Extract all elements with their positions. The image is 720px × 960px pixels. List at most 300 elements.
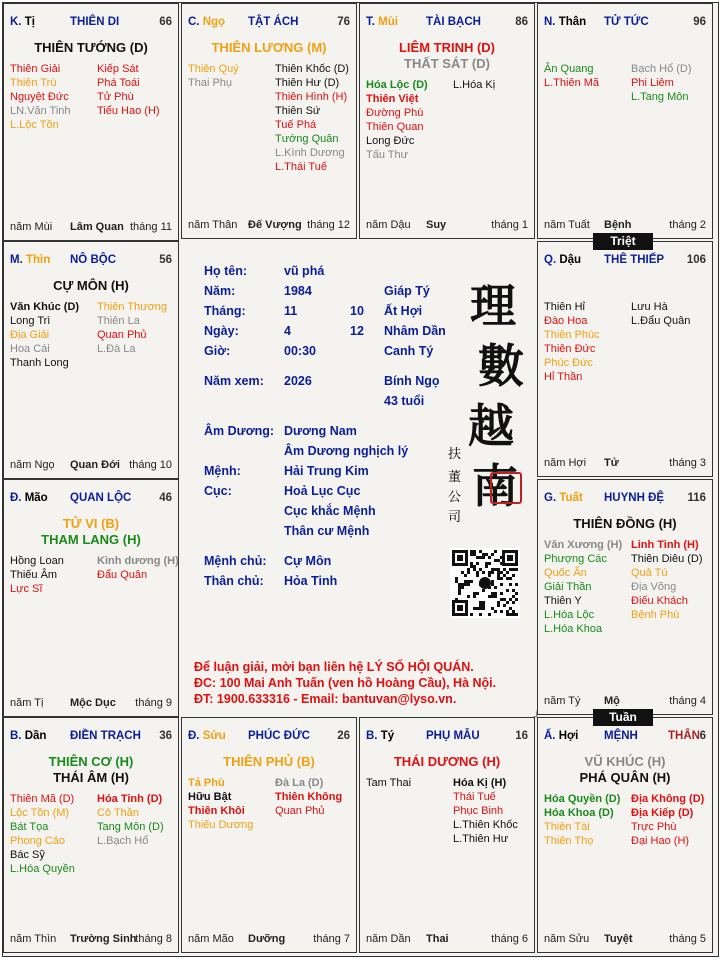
minor-star: Cô Thần bbox=[97, 807, 139, 819]
contact-phone-email[interactable]: ĐT: 1900.633316 - Email: bantuvan@lyso.vn. bbox=[194, 692, 457, 706]
palace-month: tháng 9 bbox=[135, 697, 172, 709]
palace-age-number: 56 bbox=[159, 254, 172, 266]
main-star: THÁI DƯƠNG (H) bbox=[393, 754, 501, 769]
day-value: 4 bbox=[284, 324, 291, 338]
month-lunar: 10 bbox=[350, 304, 364, 318]
palace-name: PHÚC ĐỨC bbox=[248, 730, 310, 742]
main-star: THIÊN ĐỒNG (H) bbox=[573, 516, 677, 531]
minor-star: Văn Khúc (D) bbox=[10, 301, 80, 313]
minor-star: Quan Phủ bbox=[97, 329, 147, 341]
palace-year: năm Dần bbox=[366, 933, 411, 945]
minor-star: Hóa Khoa (D) bbox=[544, 807, 614, 819]
minor-star: Tử Phù bbox=[97, 91, 134, 103]
palace-branch-code: G. bbox=[544, 492, 557, 504]
triet-badge: Triệt bbox=[593, 233, 653, 250]
minor-star: Hồng Loan bbox=[10, 555, 64, 567]
palace-life-phase: Đế Vượng bbox=[248, 219, 302, 231]
minor-star: Địa Kiếp (D) bbox=[631, 807, 694, 819]
palace-header bbox=[544, 492, 706, 506]
palace-header bbox=[544, 16, 706, 30]
palace-life-phase: Suy bbox=[426, 219, 447, 231]
main-star: THIÊN CƠ (H) bbox=[48, 754, 134, 769]
minor-star: Kiếp Sát bbox=[97, 63, 139, 75]
palace-age-number: 96 bbox=[693, 16, 706, 28]
minor-star: L.Kình Dương bbox=[275, 147, 345, 159]
than-chu-value: Hỏa Tinh bbox=[284, 574, 338, 588]
palace-name: HUYNH ĐỆ bbox=[604, 492, 665, 504]
main-stars bbox=[538, 754, 712, 786]
palace-name: TÀI BẠCH bbox=[426, 16, 481, 28]
minor-star: Kình dương (H) bbox=[97, 555, 179, 567]
palace-life-phase: Tử bbox=[604, 457, 619, 469]
palace-header bbox=[188, 730, 350, 744]
minor-star: L.Thiên Mã bbox=[544, 77, 600, 89]
palace-footer bbox=[10, 933, 172, 946]
minor-star: Điếu Khách bbox=[631, 595, 688, 607]
minor-star: Nguyệt Đức bbox=[10, 91, 69, 103]
seal-char-2: 數 bbox=[478, 339, 524, 393]
palace-year: năm Ngọ bbox=[10, 459, 55, 471]
year-label: Năm: bbox=[204, 284, 236, 298]
palace-month: tháng 1 bbox=[491, 219, 528, 231]
main-stars bbox=[360, 754, 534, 770]
palace-life-phase: Mộ bbox=[604, 695, 620, 707]
palace-month: tháng 10 bbox=[129, 459, 172, 471]
minor-star: Quốc Ấn bbox=[544, 567, 587, 579]
palace-mao[interactable] bbox=[3, 479, 179, 717]
palace-ty[interactable] bbox=[3, 3, 179, 241]
palace-mui[interactable] bbox=[359, 3, 535, 239]
minor-stars-right bbox=[453, 776, 518, 846]
palace-branch-code: B. bbox=[10, 730, 22, 742]
minor-star: Thiên Trù bbox=[10, 77, 57, 89]
minor-star: Ân Quang bbox=[544, 63, 594, 75]
palace-suu[interactable] bbox=[181, 717, 357, 953]
main-stars bbox=[182, 40, 356, 56]
minor-stars-left bbox=[10, 62, 71, 132]
palace-age-number: 6 bbox=[699, 730, 706, 742]
palace-year: năm Thìn bbox=[10, 933, 57, 945]
minor-stars-right bbox=[631, 538, 703, 622]
than-position: Thân cư Mệnh bbox=[284, 524, 370, 538]
palace-earthly-branch: Thìn bbox=[25, 254, 51, 266]
minor-star: Hỉ Thần bbox=[544, 371, 583, 383]
minor-star: Hoa Cái bbox=[10, 343, 50, 355]
minor-star: Trực Phù bbox=[631, 821, 677, 833]
minor-star: Thiên Quý bbox=[188, 63, 239, 75]
palace-earthly-branch: Dậu bbox=[559, 254, 582, 266]
tuan-badge: Tuần bbox=[593, 709, 653, 726]
palace-life-phase: Mộc Dục bbox=[70, 697, 116, 709]
minor-star: Thanh Long bbox=[10, 357, 69, 369]
minor-star: Thiên Thương bbox=[97, 301, 168, 313]
palace-branch-code: T. bbox=[366, 16, 375, 28]
palace-earthly-branch: Ngọ bbox=[202, 16, 226, 28]
main-star: THẤT SÁT (D) bbox=[404, 56, 490, 71]
name-value: vũ phá bbox=[284, 264, 325, 278]
minor-stars-left bbox=[10, 792, 75, 876]
palace-footer bbox=[544, 695, 706, 708]
palace-age-number: 86 bbox=[515, 16, 528, 28]
minor-star: Hóa Tinh (D) bbox=[97, 793, 163, 805]
palace-life-phase: Tuyệt bbox=[604, 933, 633, 945]
amduong-value: Dương Nam bbox=[284, 424, 357, 438]
palace-age-number: 16 bbox=[515, 730, 528, 742]
minor-star: Phượng Các bbox=[544, 553, 607, 565]
minor-stars-right bbox=[97, 554, 179, 582]
minor-star: Thiên Việt bbox=[366, 93, 419, 105]
minor-stars-right bbox=[97, 62, 160, 118]
palace-footer bbox=[366, 219, 528, 232]
cuc-relation: Cục khắc Mệnh bbox=[284, 504, 376, 518]
palace-earthly-branch: Tý bbox=[380, 730, 395, 742]
minor-star: Thiên Mã (D) bbox=[10, 793, 75, 805]
view-year-can-chi: Bính Ngọ bbox=[384, 374, 440, 388]
seal-small-3: 公 bbox=[448, 490, 462, 505]
minor-star: Tuế Phá bbox=[275, 119, 317, 131]
palace-footer bbox=[544, 457, 706, 470]
minor-star: Địa Võng bbox=[631, 581, 677, 593]
minor-star: Thiên Y bbox=[544, 595, 582, 607]
minor-star: Tiểu Hao (H) bbox=[97, 105, 160, 117]
palace-age-number: 106 bbox=[686, 254, 706, 266]
minor-star: L.Hóa Kị bbox=[453, 79, 496, 91]
minor-star: Quan Phủ bbox=[275, 805, 325, 817]
minor-star: Đường Phù bbox=[366, 107, 424, 119]
minor-stars-left bbox=[188, 62, 239, 90]
minor-star: Thiên Diêu (D) bbox=[631, 553, 703, 565]
palace-footer bbox=[10, 221, 172, 234]
seal-small-1: 扶 bbox=[448, 447, 462, 462]
minor-star: Tang Môn (D) bbox=[97, 821, 164, 833]
palace-name: THÊ THIẾP bbox=[604, 254, 665, 266]
minor-stars-left bbox=[366, 78, 428, 162]
minor-star: Thiên Đức bbox=[544, 343, 596, 355]
palace-earthly-branch: Tuất bbox=[559, 492, 583, 504]
month-label: Tháng: bbox=[204, 304, 246, 318]
palace-year: năm Thân bbox=[188, 219, 238, 231]
minor-star: Long Trì bbox=[10, 315, 51, 327]
minor-star: L.Bạch Hổ bbox=[97, 835, 149, 847]
minor-star: Lực Sĩ bbox=[10, 583, 43, 595]
cuc-value: Hoả Lục Cục bbox=[284, 484, 361, 498]
main-star: VŨ KHÚC (H) bbox=[584, 754, 666, 769]
palace-earthly-branch: Tị bbox=[24, 16, 35, 28]
day-lunar: 12 bbox=[350, 324, 364, 338]
age-value: 43 tuổi bbox=[384, 394, 425, 408]
palace-earthly-branch: Thân bbox=[558, 16, 587, 28]
palace-branch-code: Đ. bbox=[188, 730, 200, 742]
palace-life-phase: Thai bbox=[426, 933, 449, 945]
minor-star: Đẩu Quân bbox=[97, 569, 148, 581]
minor-star: Thai Phụ bbox=[188, 77, 233, 89]
main-stars bbox=[182, 754, 356, 770]
palace-life-phase: Trường Sinh bbox=[70, 933, 137, 945]
palace-thin[interactable] bbox=[3, 241, 179, 479]
palace-age-number: 26 bbox=[337, 730, 350, 742]
palace-branch-code: Đ. bbox=[10, 492, 22, 504]
minor-star: Thiên Khốc (D) bbox=[275, 63, 349, 75]
minor-star: Đà La (D) bbox=[275, 777, 324, 789]
amduong-note: Âm Dương nghịch lý bbox=[284, 444, 409, 458]
minor-star: Giải Thần bbox=[544, 581, 592, 593]
minor-stars-left bbox=[544, 792, 620, 848]
year-value: 1984 bbox=[284, 284, 312, 298]
palace-month: tháng 8 bbox=[135, 933, 172, 945]
minor-star: Phá Toái bbox=[97, 77, 140, 89]
minor-star: Lộc Tồn (M) bbox=[10, 807, 70, 819]
palace-footer bbox=[188, 219, 350, 232]
palace-branch-code: N. bbox=[544, 16, 556, 28]
minor-star: Thiên Sứ bbox=[275, 105, 321, 117]
palace-dan[interactable] bbox=[3, 717, 179, 953]
minor-star: Tướng Quân bbox=[275, 133, 339, 145]
main-star: THIÊN LƯƠNG (M) bbox=[211, 40, 327, 55]
palace-month: tháng 4 bbox=[669, 695, 706, 707]
minor-star: Văn Xương (H) bbox=[544, 539, 623, 551]
year-can-chi: Giáp Tý bbox=[384, 284, 430, 298]
palace-age-number: 46 bbox=[159, 492, 172, 504]
palace-branch-code: B. bbox=[366, 730, 378, 742]
palace-age-number: 36 bbox=[159, 730, 172, 742]
minor-stars-right bbox=[97, 792, 164, 848]
palace-month: tháng 7 bbox=[313, 933, 350, 945]
seal-small-4: 司 bbox=[448, 510, 462, 525]
palace-year: năm Mão bbox=[188, 933, 234, 945]
minor-stars-right bbox=[97, 300, 167, 356]
palace-tys[interactable] bbox=[359, 717, 535, 953]
palace-life-phase: Bệnh bbox=[604, 219, 632, 231]
palace-header bbox=[10, 730, 172, 744]
palace-year: năm Dậu bbox=[366, 219, 411, 231]
menh-chu-label: Mệnh chủ: bbox=[204, 554, 267, 568]
main-stars bbox=[4, 278, 178, 294]
minor-star: Thiếu Dương bbox=[188, 819, 254, 831]
palace-year: năm Sửu bbox=[544, 933, 590, 945]
palace-footer bbox=[544, 933, 706, 946]
hour-label: Giờ: bbox=[204, 344, 231, 358]
palace-life-phase: Dưỡng bbox=[248, 933, 286, 945]
center-info-panel bbox=[180, 240, 536, 716]
palace-branch-code: Q. bbox=[544, 254, 557, 266]
minor-stars-left bbox=[10, 554, 64, 596]
palace-branch-code: M. bbox=[10, 254, 23, 266]
minor-star: Tả Phù bbox=[188, 777, 225, 789]
minor-stars-left bbox=[10, 300, 79, 370]
minor-star: Thái Tuế bbox=[453, 791, 496, 803]
main-stars bbox=[538, 516, 712, 532]
palace-month: tháng 6 bbox=[491, 933, 528, 945]
palace-tuat[interactable] bbox=[537, 479, 713, 715]
palace-earthly-branch: Hợi bbox=[558, 730, 579, 742]
palace-year: năm Mùi bbox=[10, 221, 53, 233]
palace-year: năm Tị bbox=[10, 697, 44, 709]
minor-star: Thiên Hư (D) bbox=[275, 77, 340, 89]
minor-star: Lưu Hà bbox=[631, 301, 668, 313]
palace-life-phase: Lâm Quan bbox=[70, 221, 124, 233]
minor-star: Thiếu Âm bbox=[10, 569, 58, 581]
palace-earthly-branch: Sửu bbox=[202, 730, 226, 742]
minor-stars-left bbox=[188, 776, 253, 832]
palace-branch-code: C. bbox=[188, 16, 200, 28]
palace-ngo[interactable] bbox=[181, 3, 357, 239]
minor-star: LN.Văn Tinh bbox=[10, 105, 71, 117]
palace-earthly-branch: Dần bbox=[24, 730, 47, 742]
minor-star: Địa Không (D) bbox=[631, 793, 705, 805]
cuc-label: Cục: bbox=[204, 484, 232, 498]
palace-footer bbox=[544, 219, 706, 232]
minor-star: Bạch Hổ (D) bbox=[631, 63, 692, 75]
than-chu-label: Thân chủ: bbox=[204, 574, 264, 588]
minor-stars-right bbox=[453, 78, 495, 92]
main-stars bbox=[4, 754, 178, 786]
minor-star: Bệnh Phù bbox=[631, 609, 680, 621]
palace-header bbox=[10, 16, 172, 30]
day-can-chi: Nhâm Dần bbox=[384, 324, 446, 338]
minor-star: Long Đức bbox=[366, 135, 415, 147]
palace-year: năm Hợi bbox=[544, 457, 587, 469]
palace-header bbox=[366, 730, 528, 744]
minor-star: Thiên Hỉ bbox=[544, 301, 585, 313]
view-year-value: 2026 bbox=[284, 374, 312, 388]
minor-stars-left bbox=[366, 776, 411, 790]
palace-footer bbox=[188, 933, 350, 946]
main-stars bbox=[360, 40, 534, 72]
palace-name: TỬ TỨC bbox=[604, 16, 649, 28]
main-star: THAM LANG (H) bbox=[41, 532, 141, 547]
seal-char-1: 理 bbox=[470, 279, 516, 333]
minor-star: L.Thái Tuế bbox=[275, 161, 327, 173]
palace-name: MỆNH bbox=[604, 730, 638, 742]
minor-star: Thiên Phúc bbox=[544, 329, 600, 341]
palace-dau[interactable] bbox=[537, 241, 713, 477]
minor-star: Đào Hoa bbox=[544, 315, 588, 327]
palace-footer bbox=[366, 933, 528, 946]
minor-star: Địa Giải bbox=[10, 329, 50, 341]
minor-star: Tam Thai bbox=[366, 777, 412, 789]
minor-stars-right bbox=[631, 792, 704, 848]
palace-footer bbox=[10, 459, 172, 472]
main-star: TỬ VI (B) bbox=[62, 516, 120, 531]
minor-star: Thiên Thọ bbox=[544, 835, 594, 847]
main-stars bbox=[4, 40, 178, 56]
minor-star: Phục Binh bbox=[453, 805, 504, 817]
minor-star: L.Lộc Tồn bbox=[10, 119, 59, 131]
minor-star: L.Tang Môn bbox=[631, 91, 689, 103]
minor-star: L.Thiên Khốc bbox=[453, 819, 518, 831]
qr-code-icon[interactable] bbox=[450, 548, 520, 618]
minor-stars-right bbox=[631, 300, 690, 328]
minor-star: Thiên Khôi bbox=[188, 805, 245, 817]
palace-header bbox=[544, 254, 706, 268]
minor-star: Thiên Không bbox=[275, 791, 343, 803]
palace-header bbox=[366, 16, 528, 30]
minor-star: Thiên Quan bbox=[366, 121, 424, 133]
red-stamp-icon bbox=[490, 472, 522, 504]
minor-star: Thiên La bbox=[97, 315, 140, 327]
minor-star: L.Đà La bbox=[97, 343, 136, 355]
minor-star: L.Hóa Khoa bbox=[544, 623, 603, 635]
minor-star: L.Thiên Hư bbox=[453, 833, 509, 845]
palace-header bbox=[10, 254, 172, 268]
minor-stars-right bbox=[631, 62, 692, 104]
contact-address: ĐC: 100 Mai Anh Tuấn (ven hồ Hoàng Cầu), Hà Nội. bbox=[194, 676, 497, 690]
palace-name: PHỤ MẪU bbox=[426, 730, 480, 742]
palace-age-number: 66 bbox=[159, 16, 172, 28]
amduong-label: Âm Dương: bbox=[204, 424, 275, 438]
palace-than_[interactable] bbox=[537, 3, 713, 239]
minor-star: Thiên Tài bbox=[544, 821, 590, 833]
contact-line-1: Để luận giải, mời bạn liên hệ LÝ SỐ HỘI QUÁN. bbox=[194, 660, 474, 674]
palace-name: QUAN LỘC bbox=[70, 492, 132, 504]
main-star: THIÊN TƯỚNG (D) bbox=[34, 40, 148, 55]
than-marker: THÂN bbox=[668, 730, 700, 742]
palace-year: năm Tý bbox=[544, 695, 581, 707]
minor-star: Thiên Hình (H) bbox=[275, 91, 348, 103]
minor-star: Bát Tọa bbox=[10, 821, 49, 833]
palace-month: tháng 5 bbox=[669, 933, 706, 945]
palace-month: tháng 12 bbox=[307, 219, 350, 231]
minor-star: Hóa Quyền (D) bbox=[544, 793, 621, 805]
palace-hoi[interactable] bbox=[537, 717, 713, 953]
palace-branch-code: K. bbox=[10, 16, 22, 28]
hour-value: 00:30 bbox=[284, 344, 316, 358]
minor-star: Phúc Đức bbox=[544, 357, 593, 369]
minor-star: Bác Sỹ bbox=[10, 849, 45, 861]
seal-char-4: 南 bbox=[472, 459, 518, 513]
palace-age-number: 116 bbox=[687, 492, 706, 504]
main-star: THÁI ÂM (H) bbox=[53, 770, 129, 785]
palace-header bbox=[544, 730, 706, 744]
palace-age-number: 76 bbox=[337, 16, 350, 28]
minor-star: Đại Hao (H) bbox=[631, 835, 690, 847]
palace-footer bbox=[10, 697, 172, 710]
palace-name: NÔ BỘC bbox=[70, 254, 116, 266]
palace-name: THIÊN DI bbox=[70, 16, 120, 28]
minor-stars-left bbox=[544, 62, 599, 90]
minor-star: L.Hóa Lộc bbox=[544, 609, 595, 621]
palace-earthly-branch: Mão bbox=[24, 492, 48, 504]
seal-char-3: 越 bbox=[468, 399, 514, 453]
palace-name: TẬT ÁCH bbox=[248, 16, 299, 28]
minor-star: L.Đẩu Quân bbox=[631, 315, 691, 327]
main-star: THIÊN PHỦ (B) bbox=[223, 754, 315, 769]
seal-small-2: 董 bbox=[448, 470, 462, 485]
name-label: Họ tên: bbox=[204, 264, 248, 278]
palace-month: tháng 2 bbox=[669, 219, 706, 231]
minor-star: Linh Tinh (H) bbox=[631, 539, 699, 551]
minor-stars-right bbox=[275, 62, 349, 174]
minor-star: Thiên Giải bbox=[10, 63, 61, 75]
menh-label: Mệnh: bbox=[204, 464, 241, 478]
main-stars bbox=[4, 516, 178, 548]
palace-header bbox=[188, 16, 350, 30]
main-star: CỰ MÔN (H) bbox=[53, 278, 129, 293]
minor-star: Hóa Lộc (D) bbox=[366, 79, 428, 91]
palace-name: ĐIỀN TRẠCH bbox=[70, 730, 141, 742]
palace-life-phase: Quan Đới bbox=[70, 459, 120, 471]
minor-star: Phi Liêm bbox=[631, 77, 674, 89]
main-star: PHÁ QUÂN (H) bbox=[579, 770, 671, 785]
palace-month: tháng 11 bbox=[129, 221, 172, 233]
minor-stars-left bbox=[544, 538, 622, 636]
minor-star: Hữu Bật bbox=[188, 791, 232, 803]
minor-stars-left bbox=[544, 300, 600, 384]
palace-header bbox=[10, 492, 172, 506]
palace-year: năm Tuất bbox=[544, 219, 590, 231]
palace-branch-code: Ấ. bbox=[544, 730, 556, 742]
menh-value: Hải Trung Kim bbox=[284, 464, 369, 478]
